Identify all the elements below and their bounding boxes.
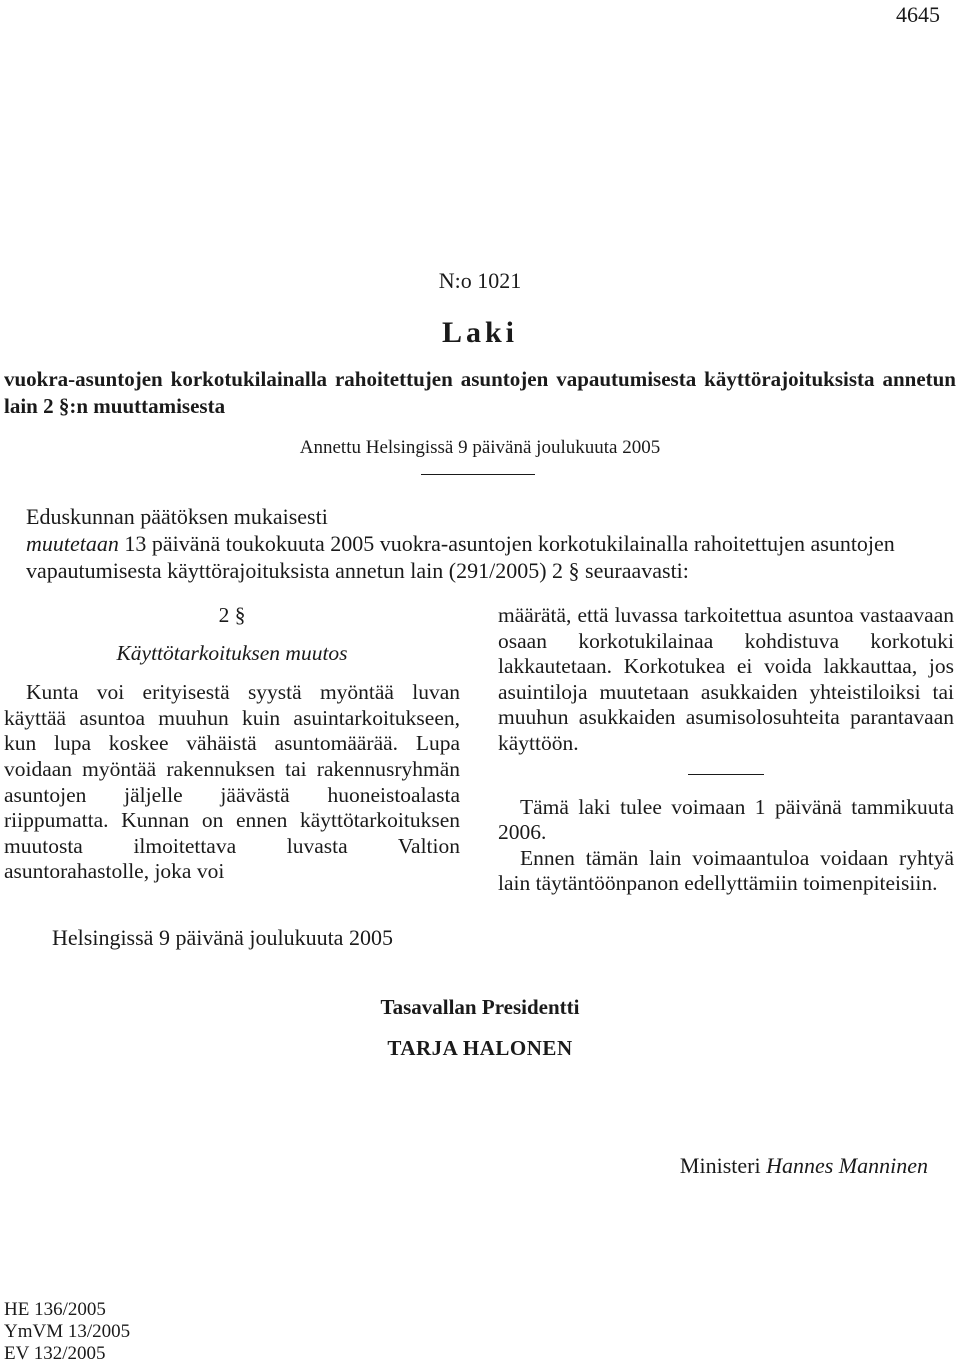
law-title: Laki: [441, 316, 519, 349]
president-name: TARJA HALONEN: [387, 1036, 573, 1060]
references: [4, 1299, 130, 1365]
entry-into-force: Tämä laki tulee voimaan 1 päivänä tammikuuta 2006.: [498, 794, 954, 845]
amend-text: 13 päivänä toukokuuta 2005 vuokra-asuntojen korkotukilainalla rahoitettujen asuntojen vapautumisesta käyttörajoituksista annetun lain (291/2005) 2 § seuraavasti:: [26, 531, 895, 583]
reference-he: HE 136/2005: [4, 1299, 106, 1320]
law-subtitle: vuokra-asuntojen korkotukilainalla rahoitettujen asuntojen vapautumisesta käyttörajoituksista annetun lain 2 §:n muuttamisesta: [4, 367, 956, 418]
left-column: [4, 603, 460, 885]
place-date: Helsingissä 9 päivänä joulukuuta 2005: [52, 925, 393, 950]
implementation-note: Ennen tämän lain voimaantuloa voidaan ryhtyä lain täytäntöönpanon edellyttämiin toimenpiteisiin.: [498, 845, 954, 896]
reference-ymvm: YmVM 13/2005: [4, 1321, 131, 1342]
preamble-amendment: [4, 530, 956, 584]
given-line: Annettu Helsingissä 9 päivänä joulukuuta 2005: [299, 437, 661, 458]
minister-signature: [680, 1153, 928, 1179]
amend-verb: muutetaan: [26, 531, 119, 556]
statute-number: N:o 1021: [438, 268, 522, 293]
column-divider-rule: [688, 774, 764, 775]
minister-name: Hannes Manninen: [766, 1153, 928, 1178]
reference-ev: EV 132/2005: [4, 1343, 106, 1364]
section-heading: Käyttötarkoituksen muutos: [116, 640, 348, 665]
minister-title: Ministeri: [679, 1153, 761, 1178]
section-text-right: määrätä, että luvassa tarkoitettua asuntoa vastaavaan osaan korkotukilainaa kohdistuva korkotuki lakkautetaan. Korkotukea ei voida lakkauttaa, jos asuintiloja muutetaan asukkaiden yhteistiloiksi tai muuhun asukkaiden asumisolosuhteita parantavaan käyttöön.: [498, 603, 954, 755]
right-column: [498, 603, 954, 897]
preamble-intro: Eduskunnan päätöksen mukaisesti: [26, 504, 328, 529]
preamble: [4, 503, 956, 584]
section-text-left: Kunta voi erityisestä syystä myöntää luvan käyttää asuntoa muuhun kuin asuintarkoitukseen, kun lupa koskee vähäistä asuntomäärää. Lupa voidaan myöntää rakennuksen tai rakennusryhmän asuntojen jäljelle jäävästä huoneistoalasta riippumatta. Kunnan on ennen käyttötarkoituksen muutosta ilmoitettava luvasta Valtion asuntorahastolle, joka voi: [4, 680, 460, 884]
section-number: 2 §: [218, 603, 246, 627]
president-title: Tasavallan Presidentti: [380, 995, 580, 1019]
divider-rule: [421, 474, 535, 475]
page-number: 4645: [896, 2, 940, 27]
